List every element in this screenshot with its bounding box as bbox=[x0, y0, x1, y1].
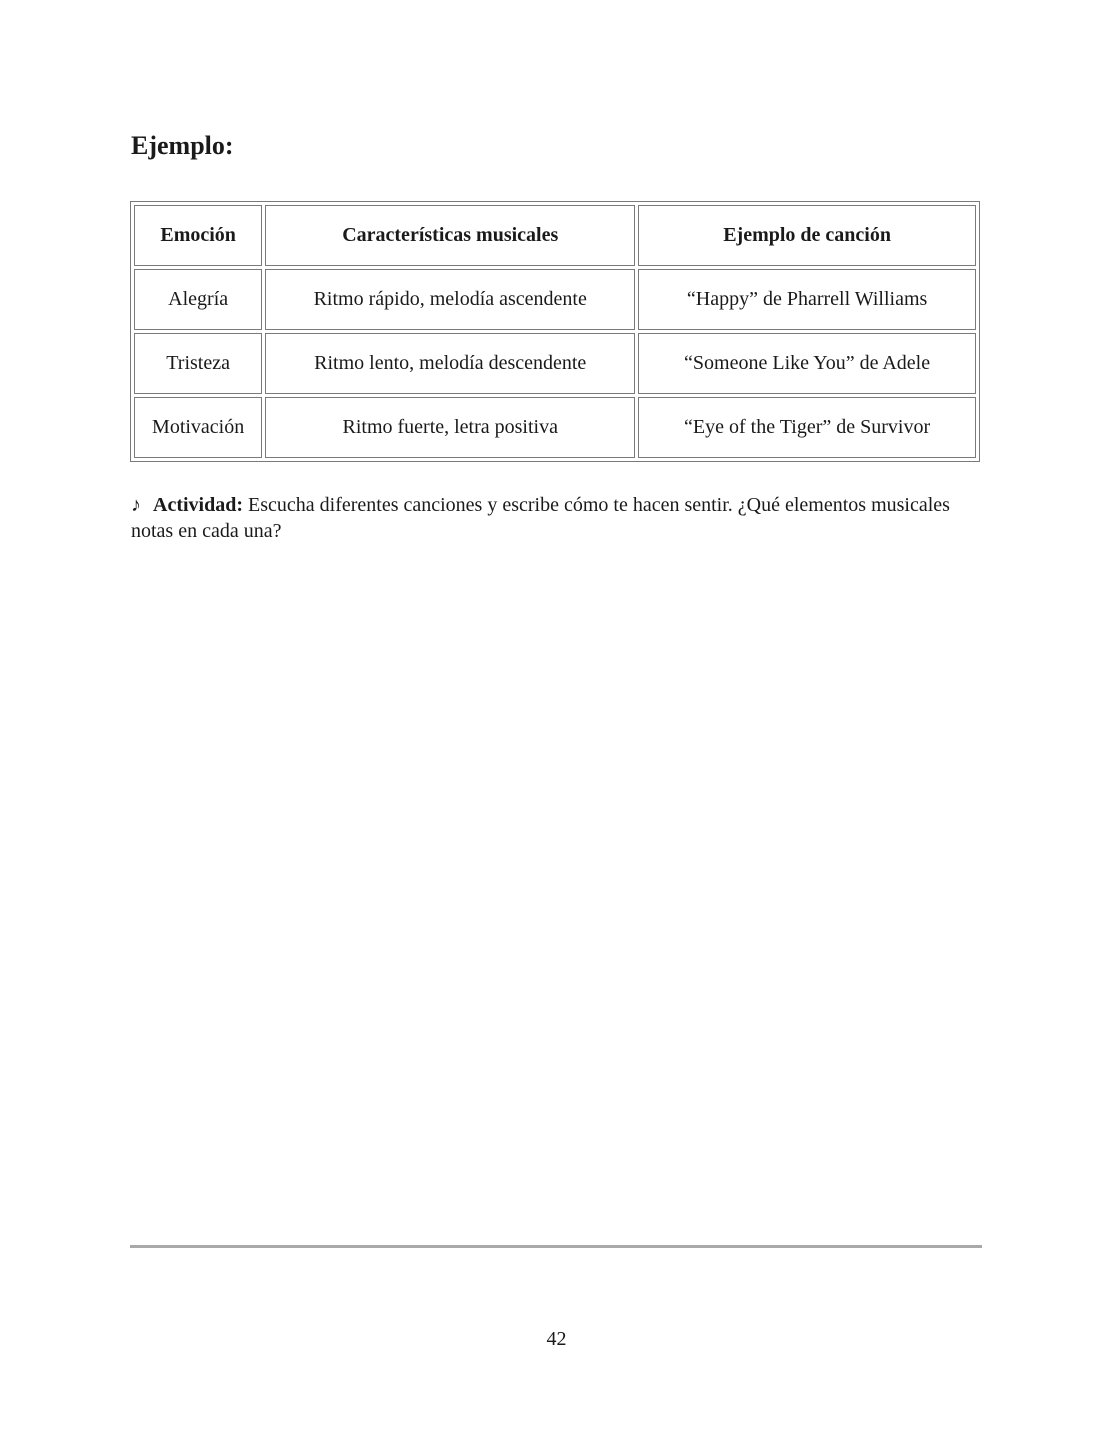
cell-song: “Someone Like You” de Adele bbox=[638, 333, 976, 394]
music-note-icon: ♪ bbox=[131, 494, 141, 516]
cell-song: “Eye of the Tiger” de Survivor bbox=[638, 397, 976, 458]
activity-text: Escucha diferentes canciones y escribe cómo te hacen sentir. ¿Qué elementos musicales notas en cada una? bbox=[131, 494, 950, 542]
cell-emotion: Tristeza bbox=[134, 333, 262, 394]
cell-characteristics: Ritmo rápido, melodía ascendente bbox=[265, 269, 635, 330]
cell-emotion: Motivación bbox=[134, 397, 262, 458]
table-header-row bbox=[134, 205, 976, 266]
section-heading: Ejemplo: bbox=[131, 131, 234, 160]
cell-emotion: Alegría bbox=[134, 269, 262, 330]
table-row bbox=[134, 269, 976, 330]
cell-characteristics: Ritmo lento, melodía descendente bbox=[265, 333, 635, 394]
emotion-music-table-container bbox=[130, 201, 980, 462]
header-musical-characteristics: Características musicales bbox=[265, 205, 635, 266]
footer-divider bbox=[130, 1245, 982, 1248]
page-number: 42 bbox=[546, 1328, 567, 1350]
cell-song: “Happy” de Pharrell Williams bbox=[638, 269, 976, 330]
table-row bbox=[134, 397, 976, 458]
header-emotion: Emoción bbox=[134, 205, 262, 266]
cell-characteristics: Ritmo fuerte, letra positiva bbox=[265, 397, 635, 458]
table-row bbox=[134, 333, 976, 394]
header-song-example: Ejemplo de canción bbox=[638, 205, 976, 266]
activity-label: Actividad: bbox=[153, 494, 243, 516]
activity-paragraph bbox=[131, 492, 981, 544]
emotion-music-table bbox=[130, 201, 980, 462]
